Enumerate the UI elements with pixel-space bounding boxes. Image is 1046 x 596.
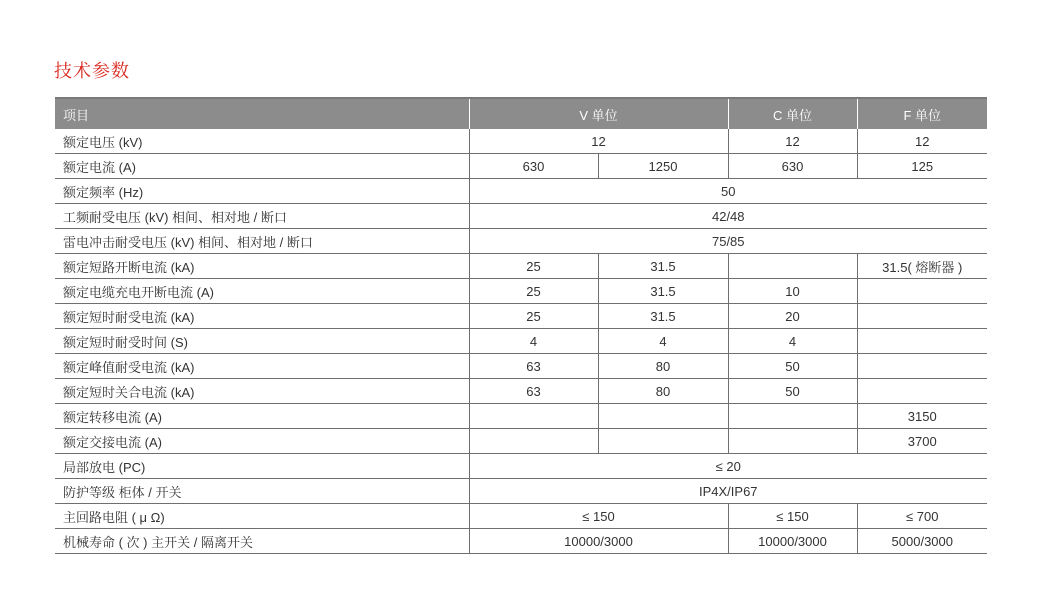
cell-v2: 31.5 <box>598 304 728 329</box>
table-row <box>55 329 987 354</box>
cell-f <box>857 379 987 404</box>
table-row <box>55 279 987 304</box>
cell-c: 50 <box>728 354 857 379</box>
cell-c: 630 <box>728 154 857 179</box>
cell-c: 10000/3000 <box>728 529 857 554</box>
cell-v2: 31.5 <box>598 279 728 304</box>
cell-f: 31.5( 熔断器 ) <box>857 254 987 279</box>
table-row <box>55 504 987 529</box>
cell-v1: 63 <box>469 354 598 379</box>
table-row <box>55 129 987 154</box>
cell-all: 50 <box>469 179 987 204</box>
table-row <box>55 429 987 454</box>
cell-c: 10 <box>728 279 857 304</box>
cell-v2: 4 <box>598 329 728 354</box>
cell-c: 50 <box>728 379 857 404</box>
cell-f: 125 <box>857 154 987 179</box>
cell-v1: 630 <box>469 154 598 179</box>
page-title: 技术参数 <box>54 61 130 81</box>
cell-v2: 80 <box>598 379 728 404</box>
cell-v1 <box>469 429 598 454</box>
cell-v1: 63 <box>469 379 598 404</box>
row-label: 额定电缆充电开断电流 (A) <box>55 279 469 304</box>
header-item: 项目 <box>55 98 469 129</box>
cell-v1 <box>469 404 598 429</box>
cell-c: 20 <box>728 304 857 329</box>
row-label: 额定电流 (A) <box>55 154 469 179</box>
row-label: 主回路电阻 ( μ Ω) <box>55 504 469 529</box>
cell-f: 12 <box>857 129 987 154</box>
cell-c <box>728 254 857 279</box>
row-label: 额定短时关合电流 (kA) <box>55 379 469 404</box>
cell-f: 3150 <box>857 404 987 429</box>
cell-v2: 31.5 <box>598 254 728 279</box>
table-row <box>55 529 987 554</box>
cell-v1: 25 <box>469 254 598 279</box>
row-label: 额定短路开断电流 (kA) <box>55 254 469 279</box>
cell-c: 4 <box>728 329 857 354</box>
cell-v2: 80 <box>598 354 728 379</box>
row-label: 防护等级 柜体 / 开关 <box>55 479 469 504</box>
cell-f: ≤ 700 <box>857 504 987 529</box>
cell-v1: 25 <box>469 304 598 329</box>
cell-f <box>857 279 987 304</box>
table-row <box>55 304 987 329</box>
cell-all: 75/85 <box>469 229 987 254</box>
cell-v1: 4 <box>469 329 598 354</box>
table-row <box>55 254 987 279</box>
header-f-unit: F 单位 <box>857 98 987 129</box>
cell-c: ≤ 150 <box>728 504 857 529</box>
row-label: 额定频率 (Hz) <box>55 179 469 204</box>
header-v-unit: V 单位 <box>469 98 728 129</box>
table-row <box>55 179 987 204</box>
header-c-unit: C 单位 <box>728 98 857 129</box>
row-label: 额定电压 (kV) <box>55 129 469 154</box>
cell-c <box>728 404 857 429</box>
cell-v2 <box>598 404 728 429</box>
row-label: 额定峰值耐受电流 (kA) <box>55 354 469 379</box>
row-label: 额定交接电流 (A) <box>55 429 469 454</box>
table-row <box>55 479 987 504</box>
table-row <box>55 454 987 479</box>
cell-v: ≤ 150 <box>469 504 728 529</box>
cell-v2: 1250 <box>598 154 728 179</box>
row-label: 局部放电 (PC) <box>55 454 469 479</box>
row-label: 工频耐受电压 (kV) 相间、相对地 / 断口 <box>55 204 469 229</box>
cell-f <box>857 304 987 329</box>
table-row <box>55 379 987 404</box>
cell-c <box>728 429 857 454</box>
cell-all: IP4X/IP67 <box>469 479 987 504</box>
table-row <box>55 404 987 429</box>
cell-f <box>857 329 987 354</box>
row-label: 额定转移电流 (A) <box>55 404 469 429</box>
table-row <box>55 229 987 254</box>
cell-v1: 25 <box>469 279 598 304</box>
cell-f: 5000/3000 <box>857 529 987 554</box>
cell-f: 3700 <box>857 429 987 454</box>
cell-c: 12 <box>728 129 857 154</box>
table-header-row <box>55 98 987 129</box>
row-label: 额定短时耐受时间 (S) <box>55 329 469 354</box>
cell-f <box>857 354 987 379</box>
row-label: 机械寿命 ( 次 ) 主开关 / 隔离开关 <box>55 529 469 554</box>
spec-table <box>55 97 987 554</box>
row-label: 额定短时耐受电流 (kA) <box>55 304 469 329</box>
cell-v2 <box>598 429 728 454</box>
table-row <box>55 204 987 229</box>
cell-all: ≤ 20 <box>469 454 987 479</box>
table-row <box>55 354 987 379</box>
table-row <box>55 154 987 179</box>
cell-v: 12 <box>469 129 728 154</box>
row-label: 雷电冲击耐受电压 (kV) 相间、相对地 / 断口 <box>55 229 469 254</box>
cell-all: 42/48 <box>469 204 987 229</box>
cell-v: 10000/3000 <box>469 529 728 554</box>
